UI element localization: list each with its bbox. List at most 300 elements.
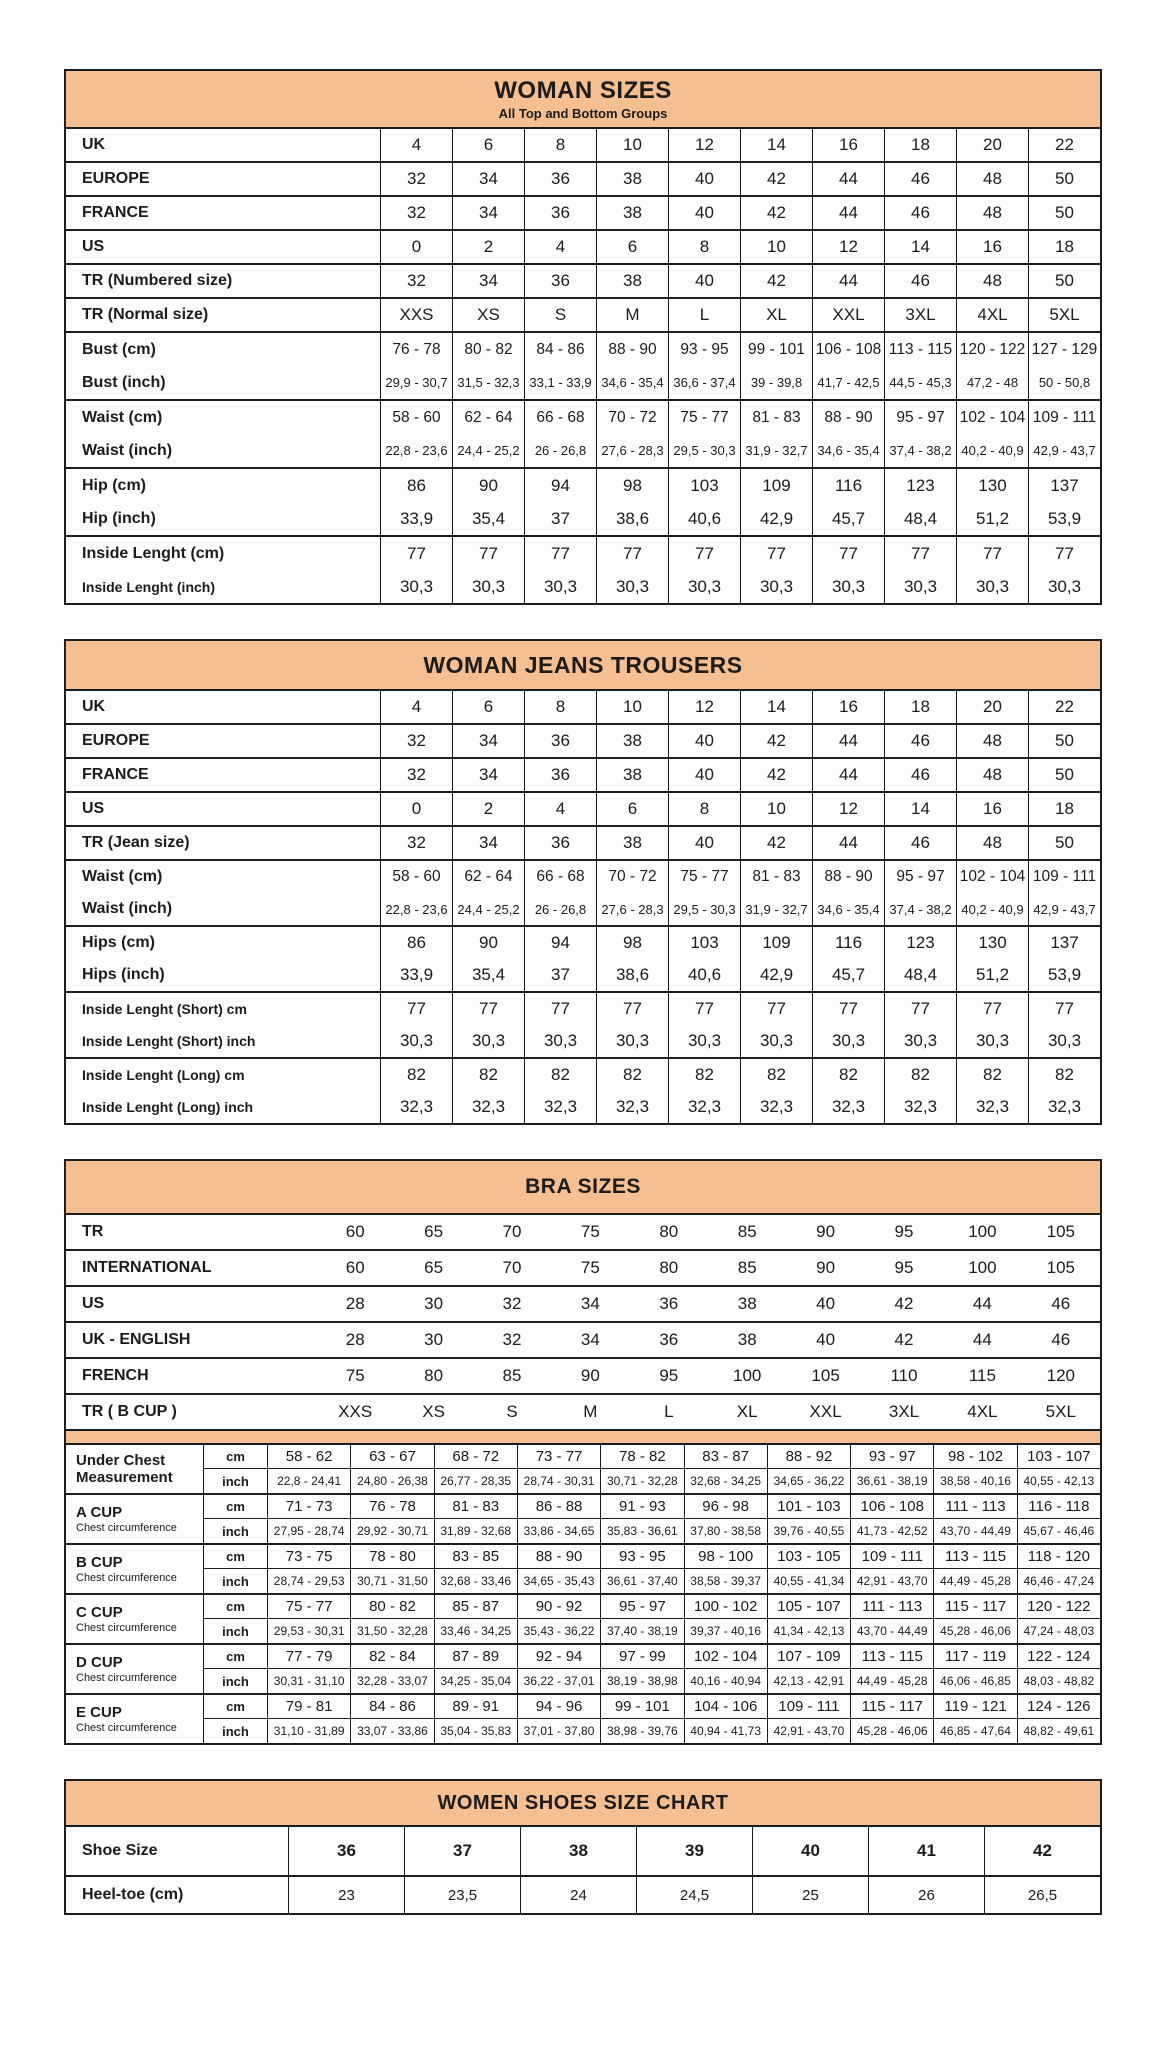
value-cell: 48,03 - 48,82 xyxy=(1017,1669,1100,1693)
value-text: 32,3 xyxy=(975,1097,1010,1116)
unit-label: cm xyxy=(203,1445,267,1469)
value-text: 40 xyxy=(695,765,714,784)
value-text: 22,8 - 23,6 xyxy=(385,901,448,917)
value-cell: 95 - 97 xyxy=(600,1595,683,1619)
value-cell: 83 - 87 xyxy=(684,1445,767,1469)
value-text: S xyxy=(506,1402,518,1421)
value-text: 23,5 xyxy=(447,1886,478,1904)
value-cell xyxy=(596,993,668,1057)
value-cell xyxy=(316,1395,394,1429)
row-label xyxy=(66,469,380,535)
value-text: 80 xyxy=(424,1366,444,1385)
value-cell xyxy=(740,793,812,825)
value-cell xyxy=(956,1059,1028,1123)
value-cell: 35,43 - 36,22 xyxy=(517,1619,600,1643)
value-text: 42 xyxy=(767,203,786,222)
value-cell: 22,8 - 24,41 xyxy=(267,1469,350,1493)
value-text: 88 - 90 xyxy=(824,408,873,426)
value-text: 77 xyxy=(767,999,786,1018)
value-cell: 37,01 - 37,80 xyxy=(517,1719,600,1743)
value-text: 116 xyxy=(834,933,863,952)
value-text: 40,2 - 40,9 xyxy=(961,443,1024,458)
row-label xyxy=(66,1395,316,1429)
value-text: 109 xyxy=(762,933,791,952)
value-text: 36 xyxy=(551,765,570,784)
value-cell xyxy=(524,197,596,229)
table-row-group xyxy=(66,161,1100,195)
value-text: 42 xyxy=(767,169,786,188)
cup-row-group xyxy=(66,1445,1100,1493)
value-cell xyxy=(1022,1251,1100,1285)
value-text: 42 xyxy=(894,1330,914,1349)
woman-sizes-header xyxy=(66,71,1100,129)
value-cell xyxy=(452,725,524,757)
table-row-group xyxy=(66,129,1100,161)
value-text: 30,3 xyxy=(399,1031,434,1050)
value-text: 82 xyxy=(695,1065,714,1084)
value-cell xyxy=(1028,793,1100,825)
value-text: 34 xyxy=(479,833,498,852)
value-cell xyxy=(868,1877,984,1913)
value-text: 75 - 77 xyxy=(680,868,729,885)
value-text: 70 xyxy=(502,1258,522,1277)
value-cell: 96 - 98 xyxy=(684,1495,767,1519)
value-cell: 30,71 - 31,50 xyxy=(350,1569,433,1593)
row-label xyxy=(66,333,380,399)
value-cell xyxy=(1022,1323,1100,1357)
value-cell: 33,46 - 34,25 xyxy=(434,1619,517,1643)
value-cell xyxy=(884,265,956,297)
value-cell xyxy=(956,793,1028,825)
value-cell xyxy=(812,265,884,297)
value-cell xyxy=(380,163,452,195)
value-cell: 35,04 - 35,83 xyxy=(434,1719,517,1743)
value-cell: 43,70 - 44,49 xyxy=(850,1619,933,1643)
value-cell xyxy=(865,1323,943,1357)
value-cell: 76 - 78 xyxy=(350,1495,433,1519)
value-text: 30,3 xyxy=(471,1031,506,1050)
row-label-text: Waist (cm) xyxy=(82,868,163,885)
value-cell: 106 - 108 xyxy=(850,1495,933,1519)
value-text: 36 xyxy=(551,833,570,852)
cup-label xyxy=(66,1445,203,1493)
value-cell xyxy=(1028,333,1100,399)
value-text: 50 xyxy=(1055,169,1074,188)
value-cell xyxy=(812,793,884,825)
value-text: 82 xyxy=(911,1065,930,1084)
row-label-text: UK - ENGLISH xyxy=(82,1331,191,1348)
value-text: 6 xyxy=(627,799,638,818)
value-cell xyxy=(596,691,668,723)
value-text: 48 xyxy=(983,271,1002,290)
value-cell xyxy=(884,469,956,535)
row-label-text: TR xyxy=(82,1223,104,1240)
value-cell xyxy=(708,1287,786,1321)
value-text: 30,3 xyxy=(903,576,938,596)
value-text: 30,3 xyxy=(1047,576,1082,596)
value-cell xyxy=(668,827,740,859)
value-cell: 109 - 111 xyxy=(767,1695,850,1719)
value-cell xyxy=(380,401,452,467)
table-row-group xyxy=(66,791,1100,825)
value-text: 34 xyxy=(479,203,498,222)
value-text: 44 xyxy=(839,203,858,222)
value-text: 53,9 xyxy=(1047,965,1082,984)
value-text: 30,3 xyxy=(831,1031,866,1050)
value-text: 77 xyxy=(407,999,426,1018)
value-cell xyxy=(740,691,812,723)
value-text: 80 - 82 xyxy=(464,340,513,358)
value-cell xyxy=(288,1827,404,1875)
table-row-group xyxy=(66,757,1100,791)
row-label-text: TR (Normal size) xyxy=(82,306,209,323)
value-text: 46 xyxy=(911,731,930,750)
table-row-group xyxy=(66,1057,1100,1123)
value-text: 32,3 xyxy=(1047,1097,1082,1116)
value-cell xyxy=(524,401,596,467)
value-text: 40 xyxy=(801,1841,820,1860)
value-text: 90 xyxy=(816,1222,836,1241)
value-cell xyxy=(668,793,740,825)
row-label xyxy=(66,197,380,229)
value-text: 77 xyxy=(839,543,858,563)
value-cell xyxy=(524,691,596,723)
cup-label xyxy=(66,1695,203,1743)
value-cell xyxy=(452,793,524,825)
value-text: 77 xyxy=(623,999,642,1018)
value-text: 16 xyxy=(839,697,858,716)
value-text: 4 xyxy=(411,697,422,716)
value-text: 50 xyxy=(1055,731,1074,750)
value-text: 105 xyxy=(1046,1222,1075,1241)
value-text: 32,3 xyxy=(903,1097,938,1116)
value-cell xyxy=(786,1359,864,1393)
row-label xyxy=(66,993,380,1057)
value-text: 18 xyxy=(911,135,930,154)
value-text: 44 xyxy=(839,169,858,188)
value-cell xyxy=(740,759,812,791)
cup-label-title: A CUP xyxy=(76,1503,123,1521)
value-cell: 94 - 96 xyxy=(517,1695,600,1719)
value-cell: 39,37 - 40,16 xyxy=(684,1619,767,1643)
cup-label-subtitle: Chest circumference xyxy=(76,1622,177,1635)
value-text: 95 - 97 xyxy=(896,408,945,426)
value-cell xyxy=(473,1323,551,1357)
value-text: S xyxy=(554,305,567,324)
value-text: 32 xyxy=(502,1330,522,1349)
value-cell xyxy=(1028,197,1100,229)
value-text: 29,5 - 30,3 xyxy=(673,443,736,458)
value-cell xyxy=(380,827,452,859)
value-text: XXS xyxy=(399,305,434,324)
value-cell xyxy=(520,1877,636,1913)
value-text: 77 xyxy=(767,543,786,563)
value-cell: 105 - 107 xyxy=(767,1595,850,1619)
value-cell xyxy=(812,129,884,161)
value-cell: 88 - 92 xyxy=(767,1445,850,1469)
value-cell xyxy=(380,469,452,535)
value-cell xyxy=(786,1287,864,1321)
value-text: 58 - 60 xyxy=(392,408,441,426)
value-cell xyxy=(551,1359,629,1393)
value-text: 12 xyxy=(839,799,858,818)
value-text: 120 - 122 xyxy=(959,340,1026,358)
row-label xyxy=(66,163,380,195)
value-cell: 93 - 97 xyxy=(850,1445,933,1469)
value-cell: 73 - 77 xyxy=(517,1445,600,1469)
table-row-group xyxy=(66,399,1100,467)
cup-label-title: E CUP xyxy=(76,1703,122,1721)
table-subtitle: All Top and Bottom Groups xyxy=(498,106,668,121)
row-label-text: Waist (cm) xyxy=(82,408,163,426)
value-text: 31,5 - 32,3 xyxy=(457,375,520,390)
row-label xyxy=(66,1877,288,1913)
value-text: 85 xyxy=(502,1366,522,1385)
value-text: 4 xyxy=(411,135,422,154)
value-cell xyxy=(596,299,668,331)
value-text: 81 - 83 xyxy=(752,408,801,426)
value-cell xyxy=(1028,993,1100,1057)
value-text: 85 xyxy=(737,1222,757,1241)
value-cell xyxy=(812,725,884,757)
value-cell: 40,55 - 42,13 xyxy=(1017,1469,1100,1493)
value-text: 29,9 - 30,7 xyxy=(385,375,448,390)
value-text: 34 xyxy=(479,169,498,188)
row-label-text: Waist (inch) xyxy=(82,900,173,917)
value-cell: 87 - 89 xyxy=(434,1645,517,1669)
shoes-header xyxy=(66,1781,1100,1827)
value-cell xyxy=(884,333,956,399)
value-cell xyxy=(394,1251,472,1285)
value-text: 32,3 xyxy=(615,1097,650,1116)
row-label-text: Shoe Size xyxy=(82,1842,158,1859)
woman-sizes-rows xyxy=(66,129,1100,603)
value-text: 116 xyxy=(834,475,863,495)
unit-label: inch xyxy=(203,1469,267,1493)
value-cell xyxy=(668,1059,740,1123)
value-cell xyxy=(668,759,740,791)
value-cell: 111 - 113 xyxy=(850,1595,933,1619)
value-text: 31,9 - 32,7 xyxy=(745,901,808,917)
value-cell xyxy=(812,333,884,399)
value-text: 12 xyxy=(695,135,714,154)
table-row-group xyxy=(66,1827,1100,1875)
value-cell xyxy=(380,333,452,399)
value-cell: 46,85 - 47,64 xyxy=(933,1719,1016,1743)
value-cell: 37,80 - 38,58 xyxy=(684,1519,767,1543)
row-label xyxy=(66,129,380,161)
row-label xyxy=(66,231,380,263)
value-cell: 45,67 - 46,46 xyxy=(1017,1519,1100,1543)
value-cell xyxy=(524,793,596,825)
value-cell xyxy=(668,537,740,603)
value-text: M xyxy=(625,305,640,324)
value-text: 40 xyxy=(695,271,714,290)
value-text: 99 - 101 xyxy=(748,340,805,358)
value-cell xyxy=(394,1395,472,1429)
value-text: 37,4 - 38,2 xyxy=(889,443,952,458)
table-title: WOMAN SIZES xyxy=(494,77,672,104)
value-text: 38 xyxy=(737,1294,757,1313)
value-cell: 30,31 - 31,10 xyxy=(267,1669,350,1693)
value-cell: 78 - 82 xyxy=(600,1445,683,1469)
value-cell xyxy=(380,197,452,229)
value-text: 42 xyxy=(894,1294,914,1313)
value-text: 82 xyxy=(983,1065,1002,1084)
value-cell xyxy=(786,1323,864,1357)
value-text: 35,4 xyxy=(471,508,506,528)
table-row-group xyxy=(66,1321,1100,1357)
value-cell xyxy=(668,299,740,331)
value-text: 37,4 - 38,2 xyxy=(889,901,952,917)
value-text: 38 xyxy=(623,833,642,852)
value-text: 30 xyxy=(424,1294,444,1313)
value-cell xyxy=(668,993,740,1057)
value-text: 40 xyxy=(816,1330,836,1349)
value-text: 29,5 - 30,3 xyxy=(673,901,736,917)
value-cell xyxy=(943,1251,1021,1285)
value-text: 32 xyxy=(407,765,426,784)
value-text: 30,3 xyxy=(543,1031,578,1050)
row-label-text: Hips (cm) xyxy=(82,934,155,951)
value-text: 75 xyxy=(580,1222,600,1241)
value-cell xyxy=(452,861,524,925)
row-label xyxy=(66,1827,288,1875)
value-cell xyxy=(786,1215,864,1249)
value-text: 46 xyxy=(1051,1330,1071,1349)
value-cell xyxy=(812,469,884,535)
value-text: 98 xyxy=(623,933,642,952)
value-cell xyxy=(956,197,1028,229)
value-text: 80 xyxy=(659,1222,679,1241)
value-cell: 36,22 - 37,01 xyxy=(517,1669,600,1693)
value-text: 27,6 - 28,3 xyxy=(601,901,664,917)
value-text: 39 - 39,8 xyxy=(750,375,803,390)
value-cell: 27,95 - 28,74 xyxy=(267,1519,350,1543)
value-cell xyxy=(404,1827,520,1875)
value-cell xyxy=(956,993,1028,1057)
value-text: 109 - 111 xyxy=(1032,408,1097,426)
value-cell xyxy=(380,265,452,297)
row-label-text: FRANCE xyxy=(82,766,149,783)
value-text: 48,4 xyxy=(903,965,938,984)
value-cell: 40,16 - 40,94 xyxy=(684,1669,767,1693)
value-text: 123 xyxy=(906,475,935,495)
value-text: 113 - 115 xyxy=(888,340,953,358)
value-cell xyxy=(740,265,812,297)
value-cell xyxy=(380,1059,452,1123)
value-cell xyxy=(380,861,452,925)
value-cell: 91 - 93 xyxy=(600,1495,683,1519)
value-cell: 28,74 - 30,31 xyxy=(517,1469,600,1493)
row-label xyxy=(66,793,380,825)
value-cell xyxy=(752,1827,868,1875)
value-text: 32 xyxy=(407,169,426,188)
value-cell xyxy=(452,401,524,467)
value-cell: 32,68 - 34,25 xyxy=(684,1469,767,1493)
value-cell xyxy=(956,691,1028,723)
value-cell xyxy=(380,927,452,991)
value-cell xyxy=(1028,537,1100,603)
value-text: 85 xyxy=(737,1258,757,1277)
value-text: 44 xyxy=(972,1294,992,1313)
value-cell xyxy=(884,759,956,791)
table-row-group xyxy=(66,1875,1100,1913)
value-cell xyxy=(668,333,740,399)
value-text: 40,6 xyxy=(687,508,722,528)
cup-label-title: C CUP xyxy=(76,1603,123,1621)
value-text: 44 xyxy=(839,765,858,784)
cup-label-subtitle: Chest circumference xyxy=(76,1522,177,1535)
cup-label-subtitle: Chest circumference xyxy=(76,1672,177,1685)
value-text: 20 xyxy=(983,135,1002,154)
value-text: 32 xyxy=(407,833,426,852)
value-text: 86 xyxy=(407,933,426,952)
value-text: 90 xyxy=(479,475,498,495)
value-cell: 99 - 101 xyxy=(600,1695,683,1719)
value-text: 25 xyxy=(802,1886,819,1904)
value-cell xyxy=(786,1251,864,1285)
value-cell xyxy=(943,1395,1021,1429)
value-cell: 89 - 91 xyxy=(434,1695,517,1719)
value-cell xyxy=(708,1251,786,1285)
value-text: 23 xyxy=(338,1886,355,1904)
value-text: 86 xyxy=(407,475,426,495)
value-cell xyxy=(596,537,668,603)
value-text: 16 xyxy=(839,135,858,154)
value-text: 82 xyxy=(479,1065,498,1084)
value-text: 105 xyxy=(811,1366,840,1385)
value-cell xyxy=(1028,231,1100,263)
value-cell xyxy=(1028,1059,1100,1123)
row-label-text: Inside Lenght (Long) cm xyxy=(82,1067,245,1083)
value-cell xyxy=(884,691,956,723)
value-cell: 101 - 103 xyxy=(767,1495,850,1519)
value-cell xyxy=(668,725,740,757)
value-cell: 45,28 - 46,06 xyxy=(933,1619,1016,1643)
value-text: 46 xyxy=(911,833,930,852)
row-label xyxy=(66,1251,316,1285)
value-text: XXL xyxy=(832,305,865,324)
value-cell xyxy=(520,1827,636,1875)
value-text: 32 xyxy=(407,271,426,290)
row-label xyxy=(66,401,380,467)
value-cell xyxy=(956,163,1028,195)
value-text: 30,3 xyxy=(759,1031,794,1050)
value-text: 32,3 xyxy=(471,1097,506,1116)
row-label xyxy=(66,299,380,331)
row-label-text: Heel-toe (cm) xyxy=(82,1886,184,1903)
value-text: 32 xyxy=(502,1294,522,1313)
value-cell xyxy=(884,725,956,757)
value-text: 24 xyxy=(570,1886,587,1904)
value-text: 127 - 129 xyxy=(1031,340,1098,358)
value-cell: 75 - 77 xyxy=(267,1595,350,1619)
value-cell xyxy=(884,861,956,925)
value-text: 35,4 xyxy=(471,965,506,984)
value-text: 39 xyxy=(685,1841,704,1860)
value-cell xyxy=(288,1877,404,1913)
value-cell xyxy=(956,333,1028,399)
value-cell xyxy=(1028,827,1100,859)
value-cell xyxy=(865,1251,943,1285)
value-cell xyxy=(1022,1395,1100,1429)
value-text: XXL xyxy=(809,1402,842,1421)
row-label-text: INTERNATIONAL xyxy=(82,1259,212,1276)
value-cell xyxy=(630,1395,708,1429)
value-text: 70 - 72 xyxy=(608,868,657,885)
value-cell xyxy=(740,333,812,399)
